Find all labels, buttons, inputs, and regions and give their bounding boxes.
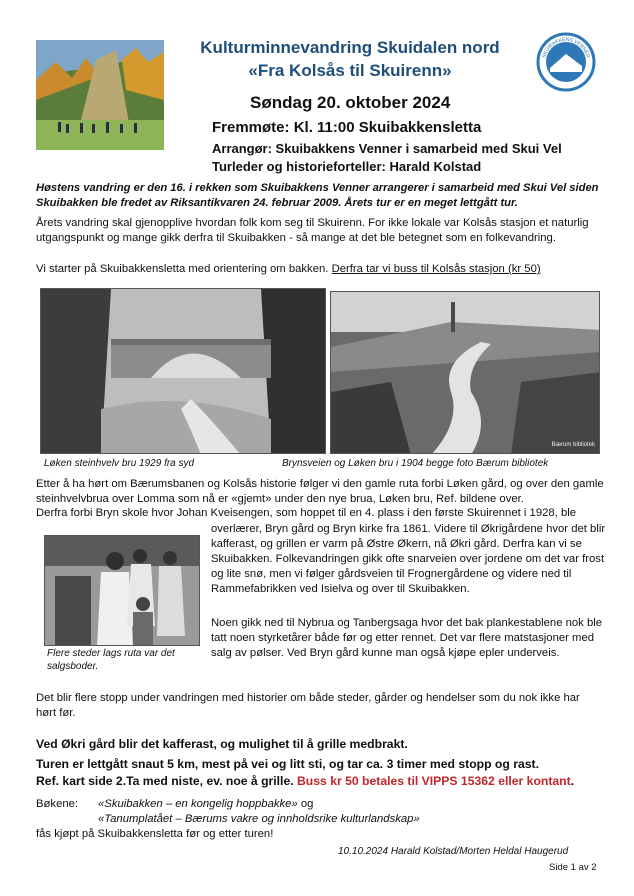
- book-1-title: «Skuibakken – en kongelig hoppbakke»: [98, 798, 298, 810]
- road-bridge-photo: [330, 291, 600, 454]
- left-photo-caption: Løken steinhvelv bru 1929 fra syd: [44, 458, 195, 469]
- books-note: fås kjøpt på Skuibakkensletta før og etter turen!: [36, 828, 274, 840]
- book-1: [98, 797, 313, 812]
- stone-bridge-photo: [40, 288, 326, 454]
- title-line-2: «Fra Kolsås til Skuirenn»: [248, 61, 452, 80]
- intro-paragraph: Høstens vandring er den 16. i rekken som Skuibakkens Venner arrangerer i samarbeid med Skui Vel siden Skuibakken ble fredet av Riksantikvaren 24. februar 2009. Årets tur er en meget lettgått tur.: [36, 182, 599, 209]
- paragraph-1: Årets vandring skal gjenopplive hvordan folk kom seg til Skuirenn. For ikke lokale var Kolsås stasjon et naturlig utgangspunkt og mange gikk derfra til Skuibakken - så mange at det ble betegnet som en folkevandring.: [36, 217, 589, 244]
- arranger-line: Arrangør: Skuibakkens Venner i samarbeid med Skui Vel: [212, 141, 562, 156]
- paragraph-3: Etter å ha hørt om Bærumsbanen og Kolsås historie følger vi den gamle ruta forbi Løken gård, og over den gamle steinhvelvbrua over Lomma som nå er «gjemt» under den nye brua, Løken bru, Ref. bildene over.: [36, 478, 604, 505]
- event-date: Søndag 20. oktober 2024: [250, 93, 451, 112]
- bring-note: [36, 773, 574, 789]
- bring-note-start: Ref. kart side 2.Ta med niste, ev. noe å grille.: [36, 774, 297, 788]
- paragraph-2: [36, 262, 606, 277]
- book-1-suffix: og: [297, 798, 314, 810]
- meet-label: Fremmøte:: [212, 119, 290, 136]
- bus-info: Derfra tar vi buss til Kolsås stasjon (kr 50): [331, 263, 541, 275]
- cafe-note: Ved Økri gård blir det kafferast, og mulighet til å grille medbrakt.: [36, 737, 408, 751]
- meet-time: [212, 118, 481, 138]
- sales-booth-photo: [44, 535, 200, 646]
- meet-value: Kl. 11:00 Skuibakkensletta: [293, 119, 482, 136]
- paragraph-5: Noen gikk ned til Nybrua og Tanbergsaga hvor det bak plankestablene nok ble tatt noen styrketårer både før og etter rennet. Det var flere matstasjoner med salg av pølser. Ved Bryn gård kunne man også kjøpe epler underveis.: [211, 617, 603, 659]
- photo-watermark: Bærum bibliotek: [551, 442, 595, 449]
- guide-line: Turleder og historieforteller: Harald Kolstad: [212, 159, 482, 174]
- signature: 10.10.2024 Harald Kolstad/Morten Heldal Haugerud: [338, 846, 569, 857]
- title-line-1: Kulturminnevandring Skuidalen nord: [200, 38, 500, 57]
- book-2-title: «Tanumplatået – Bærums vakre og innholdsrike kulturlandskap»: [98, 813, 420, 825]
- page-number: Side 1 av 2: [549, 862, 597, 873]
- distance-note: Turen er lettgått snaut 5 km, mest på vei og litt sti, og tar ca. 3 timer med stopp og rast.: [36, 757, 539, 771]
- books-label: Bøkene:: [36, 798, 79, 810]
- paragraph-6: Det blir flere stopp under vandringen med historier om både steder, gårder og hendelser som du nok ikke har hørt før.: [36, 692, 580, 719]
- paragraph-4: overlærer, Bryn gård og Bryn kirke fra 1861. Videre til Økrigårdene hvor det blir kafferast, og grillen er varm på Østre Økern, nå Økri gård. Derfra kan vi se Skuibakken. Folkevandringen gikk ofte snarveien over jordene om det var frost og lite snø, men vi følger gårdsveien til Frognergårdene og videre ned til Rammefabrikken ved Isielva og over til Skuibakken.: [211, 523, 606, 595]
- bring-note-end: .: [570, 774, 575, 788]
- inset-photo-caption: Flere steder lags ruta var det salgsboder.: [47, 648, 175, 672]
- right-photo-caption: Brynsveien og Løken bru i 1904 begge foto Bærum bibliotek: [282, 458, 549, 469]
- paragraph-2-start: Vi starter på Skuibakkensletta med orientering om bakken.: [36, 263, 332, 275]
- hero-photo: [36, 40, 164, 150]
- bus-payment: Buss kr 50 betales til VIPPS 15362 eller kontant: [297, 774, 571, 788]
- logo-text: SKUIBAKKENS VENNER: [541, 36, 591, 59]
- paragraph-3-line-3: Derfra forbi Bryn skole hvor Johan Kveisengen, som hoppet til en 4. plass i den første Skuirennet i 1928, ble: [36, 507, 577, 519]
